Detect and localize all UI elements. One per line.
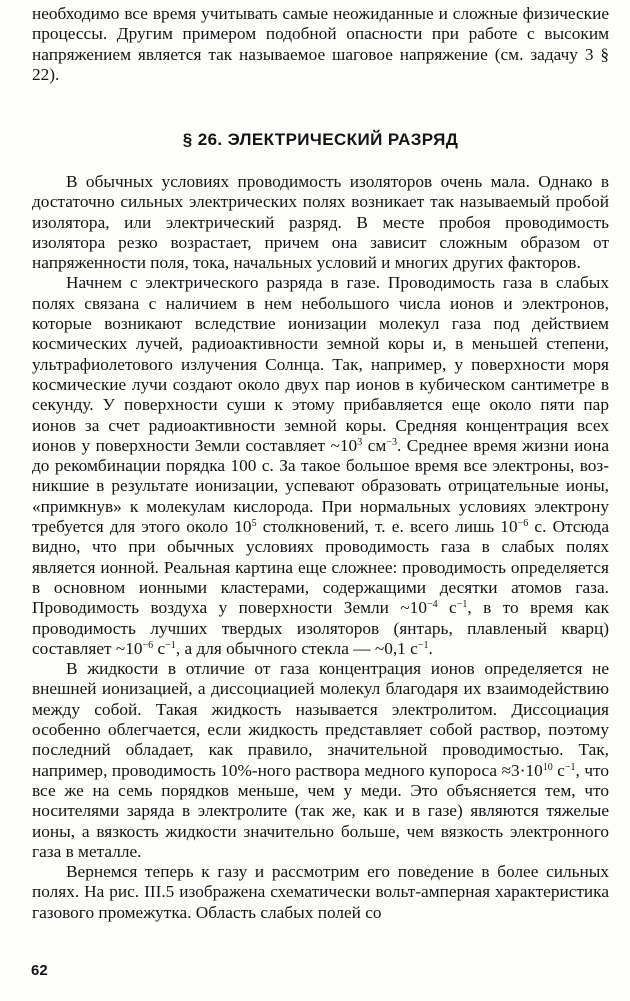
paragraph-gas-discharge: Начнем с электрического разряда в газе. Проводимость газа в слабых полях связана с наличием в нем небольшого числа ионов и электронов, которые возникают вследствие ионизации молекул газа под действием космических лучей, радиоактивности земной коры и, в меньшей степени, ультрафиолетового излучения Солнца. Так, например, у поверхности моря космические лучи создают около двух пар ионов в кубическом сантиметре в секунду. У поверхности суши к этому прибавляется еще около пяти пар ионов за счет радиоактивности земной коры. Средняя концентрация всех ионов у поверхности Земли составляет $\sim 10^3$ $см^{-3}$. Среднее время жизни иона до рекомбинации порядка 100 с. За такое большое время все электроны, возникшие в результате ионизации, успевают образовать отрицательные ионы, «примкнув» к молекулам кислорода. При нормальных условиях электрону требуется для этого около $10^5$ столкновений, т. е. всего лишь $10^{-6}$ с. Отсюда видно, что при обычных условиях проводимость газа в слабых полях является ионной. Реальная картина еще сложнее: проводимость определяется в основном ионными кластерами, содержащими десятки атомов газа. Проводимость воздуха у поверхности Земли $\sim 10^{-4}$ $с^{-1}$, в то время как проводимость лучших твердых изоляторов (янтарь, плавленый кварц) составляет $\sim 10^{-6}$ $с^{-1}$, а для обычного стекла — ~0,1 $с^{-1}$. (32, 273, 609, 658)
paragraph-insulators: В обычных условиях проводимость изоляторов очень мала. Однако в достаточно сильных электрических полях возникает так называемый пробой изолятора, или электрический разряд. В месте пробоя проводимость изолятора резко возрастает, причем она зависит сложным образом от напряженности поля, тока, начальных условий и многих других факторов. (32, 172, 609, 273)
paragraph-liquids: В жидкости в отличие от газа концентрация ионов определяется не внешней ионизацией, а диссоциацией молекул благодаря их взаимодействию между собой. Такая жидкость называется электролитом. Диссоциация особенно облегчается, если жидкость представляет собой раствор, поэтому последний обладает, как правило, значительной проводимостью. Так, например, проводимость 10%-ного раствора медного купороса $\approx 3\cdot 10^{10}$ $с^{-1}$, что все же на семь порядков меньше, чем у меди. Это объясняется тем, что носителями заряда в электролите (так же, как и в газе) являются тяжелые ионы, а вязкость жидкости значительно больше, чем вязкость электронного газа в металле. (32, 659, 610, 861)
page-number: 62 (31, 962, 48, 979)
paragraph-strong-fields: Вернемся теперь к газу и рассмотрим его поведение в более сильных полях. На рис. III.5 изображена схематически вольт-амперная характеристика газового промежутка. Область слабых полей со (32, 862, 609, 922)
section-heading: § 26. ЭЛЕКТРИЧЕСКИЙ РАЗРЯД (182, 130, 459, 149)
section-body (32, 172, 609, 923)
intro-paragraph: необходимо все время учитывать самые неожиданные и сложные физические процессы. Другим примером подобной опасности при работе с высоким напряжением является так называемое шаговое напряжение (см. задачу 3 § 22). (32, 4, 609, 84)
